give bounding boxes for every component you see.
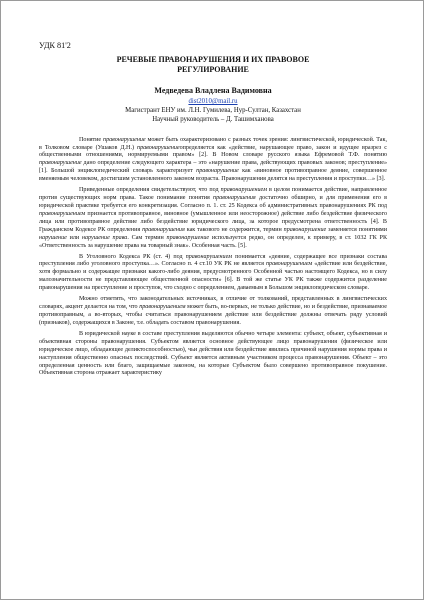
italic-term: правонарушение [39, 160, 82, 167]
italic-term: нарушение [39, 234, 67, 241]
article-body [39, 137, 387, 379]
article-title [39, 55, 387, 75]
paragraph: В Уголовного Кодекса РК (ст. 4) под правонарушением понимается «деяние, содержащее все признаки состава преступления либо уголовного проступка…». Согласно п. 4 ст.10 УК РК не является правонарушением «действие или бездействие, хотя формально и содержащее признаки какого-либо деяния, предусмотренного Особенной частью настоящего Кодекса, но в силу малозначительности не представляющее общественной опасности» [6]. В той же статье УК РК также содержится разделение правонарушения на преступление и проступок, что сходно с определением, даваемым в Большом энциклопедическом словаре. [39, 253, 387, 292]
udk-code: УДК 81'2 [39, 41, 71, 50]
italic-term: нарушение права [81, 234, 128, 241]
italic-term: правонарушением [265, 261, 313, 268]
scientific-supervisor: Научный руководитель – Д. Ташимханова [152, 116, 274, 124]
author-email-link[interactable]: dist2010@mail.ru [188, 98, 238, 105]
paragraph: В юридической науке в составе преступления выделяются обычно четыре элемента: субъект, объект, субъективная и объективная стороны правонарушения. Субъектом является основное действующее лицо правонарушения (физическое или юридическое лицо, обладающее деликтоспособностью), чьи действия или бездействие явились причиной нарушения нормы права и наступления общественно опасных последствий. Субъект является активным участником процесса правонарушения. Объект – это определенная ценность или благо, защищаемые законом, на которые Субъектом было совершено противоправное покушение. Объективная сторона отражает характеристику [39, 330, 387, 377]
italic-term: правонарушение [166, 234, 210, 241]
title-line-1: РЕЧЕВЫЕ ПРАВОНАРУШЕНИЯ И ИХ ПРАВОВОЕ [116, 55, 310, 64]
italic-term: правонарушение [103, 136, 146, 143]
paragraph: Приведенные определения свидетельствуют, что под правонарушением в целом понимается действие, направленное против существующих норм права. Такое понимание понятия правонарушения достаточно обширно, и для применения его в юридической практике требуется его конкретизация. Согласно п. 1. ст. 25 Кодекса об административных правонарушениях РК под правонарушением признается противоправное, виновное (умышленное или неосторожное) действие либо бездействие физического лица или противоправное действие либо бездействие юридического лица, за которое предусмотрена ответственность [4]. В Гражданском Кодексе РК определения правонарушения как такового не содержится, термин правонарушение заменяется понятиями нарушение или нарушение права. Сам термин правонарушение используется редко, он определен, к примеру, в ст. 1032 ГК РК «Ответственность за нарушение права на товарный знак». Особенная часть. [5]. [39, 187, 388, 249]
paragraph: Понятие правонарушение может быть охарактеризовано с разных точек зрения: лингвистической, юридической. Так, в Толковом словаре (Ушаков Д.Н.) правонарушениеопределяется как «действие, нарушающее право, закон и идущее вразрез с общественными отношениями, нормируемыми правом» [2]. В Новом словаре русского языка Ефремовой Т.Ф. понятию правонарушение дано определение следующего характера – это «нарушение права, действующих правовых законов; преступление» [1]. Большой энциклопедический словарь характеризует правонарушение как «виновное противоправное деяние, совершенное вменяемым человеком, достигшим установленного законом возраста. Правонарушения делятся на преступления и проступки…» [3]. [39, 136, 388, 183]
author-email-line [39, 97, 387, 106]
italic-term: правонарушение [137, 144, 180, 151]
author-name: Медведева Владлена Вадимовна [154, 86, 272, 95]
italic-term: правонарушением [139, 304, 186, 311]
italic-term: правонарушением [39, 210, 86, 217]
article [39, 41, 387, 381]
italic-term: правонарушение [196, 168, 239, 175]
italic-term: правонарушения [213, 195, 256, 202]
italic-term: правонарушением [220, 187, 267, 194]
italic-term: правонарушение [283, 226, 327, 233]
italic-term: правонарушением [185, 253, 233, 260]
author-affiliation: Магистрант ЕНУ им. Л.Н. Гумилева, Нур-Султан, Казахстан [125, 107, 301, 115]
title-line-2: РЕГУЛИРОВАНИЕ [177, 65, 249, 74]
paragraph: Можно отметить, что законодательных источниках, в отличие от толкований, представленных в лингвистических словарях, акцент делается на том, что правонарушением может быть, во-первых, не только действие, но и бездействие, признаваемое противоправным, а во-вторых, чтобы считаться правонарушением действие или бездействие должны отвечать ряду условий (признаков), содержащихся в Законе, т.е. обладать составом правонарушения. [39, 296, 387, 326]
italic-term: правонарушения [142, 226, 185, 233]
